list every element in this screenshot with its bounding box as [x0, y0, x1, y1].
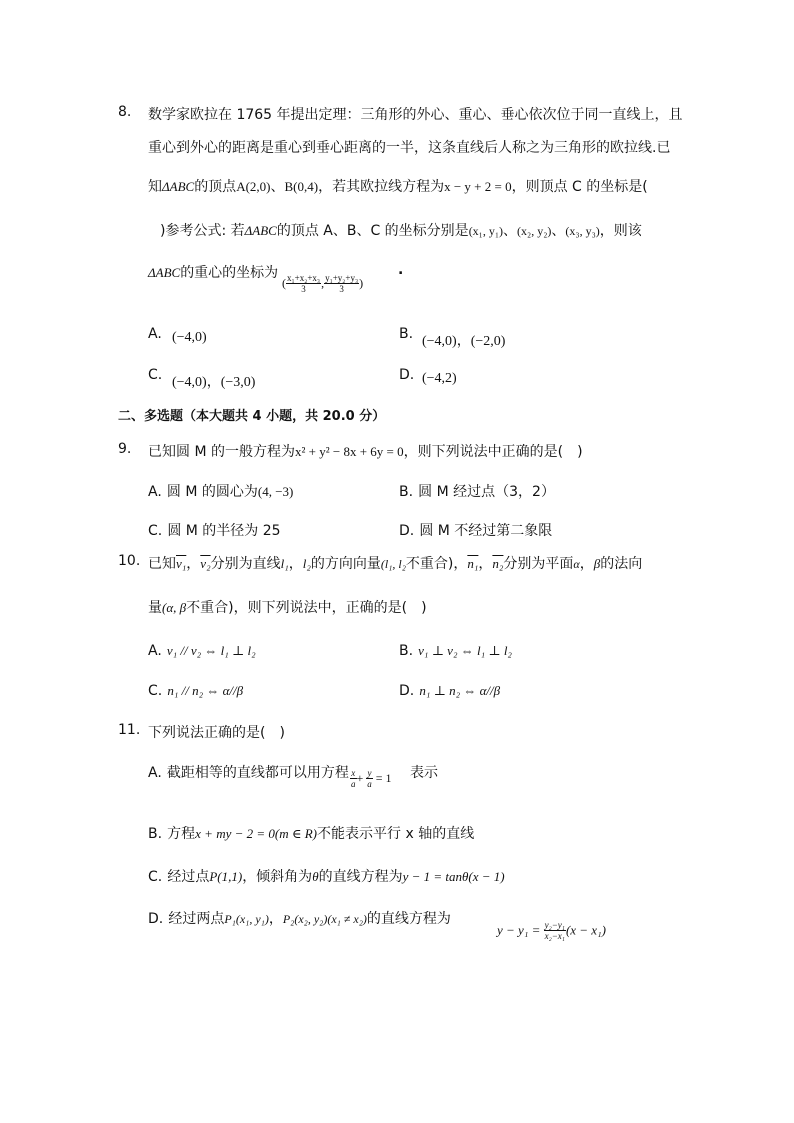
q8-triangle: ΔABC: [162, 179, 195, 194]
q9-option-d-text: 圆 M 不经过第二象限: [419, 523, 553, 539]
q8-line1: 数学家欧拉在 1765 年提出定理：三角形的外心、重心、垂心依次位于同一直线上，且: [148, 107, 683, 123]
q10-option-a-text: v₁ // v₂ ⇔ l₁ ⊥ l₂: [166, 643, 256, 658]
q8-coord-3: (x₃, y₃): [565, 224, 600, 238]
q9-equation: x² + y² − 8x + 6y = 0: [294, 444, 404, 459]
q11-option-a-text: 截距相等的直线都可以用方程: [166, 765, 349, 781]
q8-option-a-text: (−4,0): [172, 330, 207, 345]
q8-line5: [148, 262, 278, 282]
q10-alpha-beta: (α, β: [162, 600, 187, 615]
q11-option-a[interactable]: [148, 762, 349, 782]
q8-line5-a: 的重心的坐标为: [180, 265, 279, 281]
q11-rhs: = 1: [372, 771, 392, 785]
q11-fy: y: [367, 768, 372, 778]
q8-line4-triangle: ΔABC: [244, 223, 277, 238]
q11-option-d-p2: P₂(x₂, y₂)(x₁ ≠ x₂): [282, 912, 367, 926]
q11-option-c-label: C.: [148, 869, 163, 885]
q10-option-a-label: A.: [148, 643, 162, 659]
q11-fa2: a: [367, 779, 372, 789]
q9-text-b: ，则下列说法中正确的是( ): [403, 444, 583, 460]
q10-text-e: 不重合)，: [405, 556, 468, 572]
q9-option-b-label: B.: [399, 484, 414, 500]
q8-option-d-text: (−4,2): [422, 371, 457, 386]
q11-option-c-point: P(1,1): [209, 869, 243, 884]
q10-option-b-text: v₁ ⊥ v₂ ⇔ l₁ ⊥ l₂: [418, 643, 512, 658]
q8-line4-c: ，则该: [599, 223, 642, 239]
q8-line3-b: 的顶点: [194, 179, 237, 195]
q8-option-b-text: (−4,0)，(−2,0): [422, 334, 506, 349]
q8-formula-den1: 3: [301, 284, 306, 294]
q11-option-c-theta: θ: [312, 869, 319, 884]
q10-line2: [148, 597, 427, 617]
q11-option-a-formula: [350, 768, 392, 789]
q10-line2-b: 不重合)，则下列说法中，正确的是( ): [186, 600, 427, 616]
q9-number: 9.: [118, 441, 132, 457]
q10-line-l1: l₁: [280, 556, 289, 571]
q11-option-c[interactable]: [148, 866, 505, 886]
q10-line2-a: 量: [148, 600, 162, 616]
q8-line2: 重心到外心的距离是重心到垂心距离的一半，这条直线后人称之为三角形的欧拉线.已: [148, 140, 671, 156]
q11-option-b-end: 不能表示平行 x 轴的直线: [317, 826, 475, 842]
q10-text-a: 已知: [148, 556, 176, 572]
q8-option-c-label[interactable]: C.: [148, 367, 163, 383]
q11-option-d-num: y₂−y₁: [544, 920, 565, 930]
q9-text-a: 已知圆 M 的一般方程为: [148, 444, 295, 460]
q10-option-d-label: D.: [399, 683, 415, 699]
q10-text-b: 分别为直线: [210, 556, 281, 572]
q9-option-c-text: 圆 M 的半径为 25: [167, 523, 281, 539]
q11-option-b-text: 方程: [167, 826, 196, 842]
q11-option-d-end: 的直线方程为: [366, 911, 451, 927]
q9-stem: [148, 441, 583, 461]
q10-option-b[interactable]: [399, 640, 512, 659]
q8-line5-end: .: [398, 262, 404, 278]
q10-option-d[interactable]: [399, 680, 500, 699]
q8-line4-a: )参考公式: 若: [160, 223, 245, 239]
q11-option-d-lhs: y − y₁ =: [497, 922, 544, 938]
q8-formula-num1: x₁+x₂+x₃: [287, 273, 321, 283]
q11-option-b-label: B.: [148, 826, 163, 842]
q10-option-a[interactable]: [148, 640, 256, 659]
q8-line3-d: ，则顶点 C 的坐标是(: [511, 179, 648, 195]
q10-option-c-text: n₁ // n₂ ⇔ α//β: [167, 683, 244, 698]
q10-l12: (l₁, l₂: [380, 557, 406, 571]
q10-beta: β: [593, 556, 601, 571]
q11-option-c-mid: ，倾斜角为: [242, 869, 313, 885]
q11-option-d-sep: ，: [268, 911, 283, 927]
q10-text-c: ，: [288, 556, 303, 572]
q10-vector-n1: n₁: [467, 556, 479, 571]
q8-formula-num2: y₁+y₂+y₃: [325, 273, 359, 283]
q10-vector-v2: v₂: [200, 556, 211, 571]
q11-option-b-math: x + my − 2 = 0(m ∈ R): [195, 826, 318, 841]
q9-option-b-text: 圆 M 经过点（3，2）: [418, 484, 555, 500]
q11-option-c-text: 经过点: [167, 869, 210, 885]
q10-option-c[interactable]: [148, 680, 243, 699]
q10-line1: [148, 553, 642, 573]
q8-number: 8.: [118, 104, 132, 120]
q8-option-b-label[interactable]: B.: [399, 326, 414, 342]
q10-line-l2: l₂: [302, 556, 311, 571]
q9-option-c[interactable]: [148, 520, 281, 540]
q8-line4: )参考公式: 若ΔABC的顶点 A、B、C 的坐标分别是(x₁, y₁)、(x₂, y₂)、(x₃, y₃)，则该: [160, 223, 642, 239]
q10-text-d: 的方向向量: [310, 556, 381, 572]
q11-fx: x: [351, 768, 356, 778]
q11-option-d[interactable]: [148, 908, 451, 928]
q10-text-g: 分别为平面: [503, 556, 574, 572]
q8-option-a-label[interactable]: A.: [148, 326, 162, 342]
q8-coord-2: (x₂, y₂): [517, 224, 552, 238]
q11-option-a-end: 表示: [410, 765, 438, 781]
q8-coord-1: (x₁, y₁): [468, 224, 504, 238]
q8-euler-equation: x − y + 2 = 0: [444, 179, 512, 194]
q11-plus: +: [356, 771, 367, 785]
q10-text-i: 的法向: [600, 556, 643, 572]
q10-option-d-text: n₁ ⊥ n₂ ⇔ α//β: [419, 683, 501, 698]
q11-option-b[interactable]: [148, 823, 474, 843]
q8-line3-sep: 、: [270, 179, 285, 195]
q11-option-d-rhs: (x − x₁): [565, 922, 606, 938]
q9-option-c-label: C.: [148, 523, 163, 539]
q10-option-b-label: B.: [399, 643, 414, 659]
q8-option-d-label[interactable]: D.: [399, 367, 415, 383]
q11-option-d-formula: [497, 920, 606, 941]
q10-number: 10.: [118, 553, 141, 569]
q8-option-c-text: (−4,0)，(−3,0): [172, 375, 256, 390]
q8-line5-triangle: ΔABC: [148, 265, 181, 280]
q11-option-c-math: y − 1 = tanθ(x − 1): [402, 869, 505, 884]
q8-point-a: A(2,0): [236, 179, 271, 194]
q11-option-c-mid2: 的直线方程为: [318, 869, 403, 885]
q8-line3-a: 知: [148, 179, 162, 195]
q8-line3: [148, 176, 648, 196]
q10-text-f: ，: [478, 556, 493, 572]
q9-option-a-math: (4, −3): [257, 484, 294, 499]
q9-option-a[interactable]: [148, 481, 293, 501]
q11-option-d-label: D.: [148, 911, 164, 927]
q8-line3-c: ，若其欧拉线方程为: [318, 179, 445, 195]
q11-fa1: a: [351, 779, 356, 789]
q8-formula-den2: 3: [339, 284, 344, 294]
q10-text-h: ，: [579, 556, 594, 572]
q8-centroid-formula: ( $\frac{\text{x₁+x₂+x₃}}{3}$ , $\frac{\text{y₁+y₂+y₃}}{3}$ ): [282, 273, 364, 294]
q8-point-b: B(0,4): [284, 179, 319, 194]
q10-sep-1: ，: [186, 556, 201, 572]
q10-alpha: α: [573, 557, 580, 571]
q11-option-d-den: x₂−x₁: [544, 931, 565, 941]
q11-stem: 下列说法正确的是( ): [148, 725, 285, 741]
q8-line4-b: 的顶点 A、B、C 的坐标分别是: [276, 223, 469, 239]
q11-option-a-label: A.: [148, 765, 162, 781]
q10-option-c-label: C.: [148, 683, 163, 699]
section-2-title: 二、多选题（本大题共 4 小题，共 20.0 分）: [118, 409, 386, 424]
q9-option-a-label: A.: [148, 484, 162, 500]
q11-option-d-text: 经过两点: [168, 911, 225, 927]
q10-vector-n2: n₂: [492, 556, 504, 571]
q11-number: 11.: [118, 722, 141, 738]
q9-option-a-text: 圆 M 的圆心为: [166, 484, 258, 500]
q9-option-d[interactable]: [399, 520, 552, 540]
q11-option-d-p1: P₁(x₁, y₁): [224, 912, 269, 926]
q9-option-b[interactable]: [399, 481, 555, 501]
q9-option-d-label: D.: [399, 523, 415, 539]
q10-vector-v1: v₁: [176, 556, 187, 571]
